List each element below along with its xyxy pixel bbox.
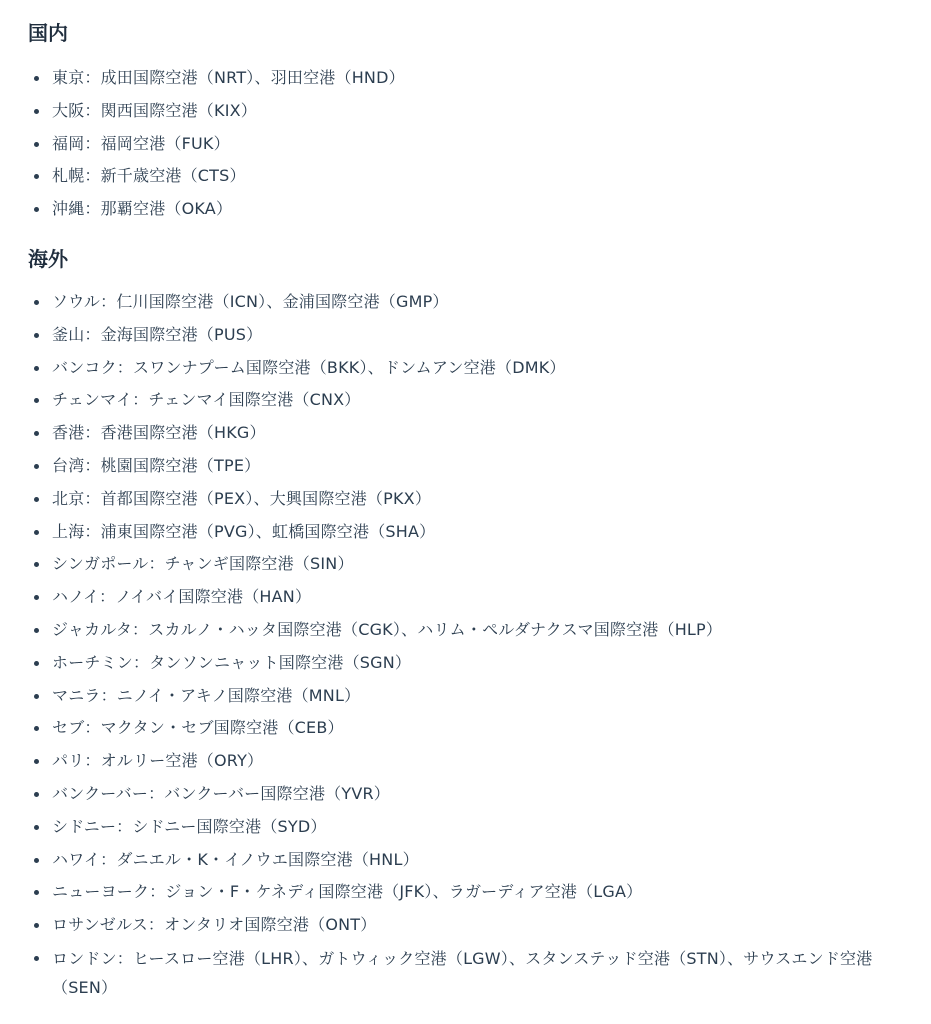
bullet-icon xyxy=(34,398,39,403)
list-item-text: 大阪：関西国際空港（KIX） xyxy=(52,100,257,120)
bullet-icon xyxy=(34,890,39,895)
list-item xyxy=(28,811,918,844)
bullet-icon xyxy=(34,595,39,600)
list-item-text: マニラ：ニノイ・アキノ国際空港（MNL） xyxy=(52,685,361,705)
bullet-icon xyxy=(34,174,39,179)
list-item-text: ソウル：仁川国際空港（ICN）、金浦国際空港（GMP） xyxy=(52,291,449,311)
list-item-text: パリ：オルリー空港（ORY） xyxy=(52,751,264,771)
bullet-icon xyxy=(34,109,39,114)
list-item xyxy=(28,128,918,161)
bullet-icon xyxy=(34,464,39,469)
list-item xyxy=(28,548,918,581)
list-item xyxy=(28,319,918,352)
bullet-icon xyxy=(34,431,39,436)
airport-list-document xyxy=(28,18,918,1002)
list-item xyxy=(28,942,918,1002)
list-item-text: ハノイ：ノイバイ国際空港（HAN） xyxy=(52,587,312,607)
list-item xyxy=(28,160,918,193)
list-item-text: ロサンゼルス：オンタリオ国際空港（ONT） xyxy=(52,915,377,935)
list-item-text: バンコク：スワンナプーム国際空港（BKK）、ドンムアン空港（DMK） xyxy=(52,357,566,377)
list-item xyxy=(28,95,918,128)
bullet-icon xyxy=(34,300,39,305)
bullet-icon xyxy=(34,562,39,567)
list-item xyxy=(28,384,918,417)
bullet-icon xyxy=(34,333,39,338)
bullet-icon xyxy=(34,759,39,764)
bullet-icon xyxy=(34,497,39,502)
list-item-text: 福岡：福岡空港（FUK） xyxy=(52,133,230,153)
bullet-icon xyxy=(34,858,39,863)
list-item-text: シンガポール：チャンギ国際空港（SIN） xyxy=(52,554,354,574)
bullet-icon xyxy=(34,825,39,830)
bullet-icon xyxy=(34,366,39,371)
bullet-icon xyxy=(34,694,39,699)
list-item xyxy=(28,680,918,713)
list-item xyxy=(28,745,918,778)
list-item xyxy=(28,483,918,516)
list-item-text: バンクーバー：バンクーバー国際空港（YVR） xyxy=(52,783,390,803)
list-item xyxy=(28,778,918,811)
bullet-icon xyxy=(34,923,39,928)
list-item-text: 北京：首都国際空港（PEX）、大興国際空港（PKX） xyxy=(52,488,432,508)
list-item xyxy=(28,450,918,483)
bullet-icon xyxy=(34,956,39,961)
list-item xyxy=(28,876,918,909)
list-item xyxy=(28,417,918,450)
list-item xyxy=(28,193,918,226)
bullet-icon xyxy=(34,628,39,633)
list-item-text: ハワイ：ダニエル・K・イノウエ国際空港（HNL） xyxy=(52,849,419,869)
list-item xyxy=(28,516,918,549)
list-item-text: 沖縄：那覇空港（OKA） xyxy=(52,199,233,219)
list-item-text: 上海：浦東国際空港（PVG）、虹橋国際空港（SHA） xyxy=(52,521,436,541)
list-item-text: 東京：成田国際空港（NRT）、羽田空港（HND） xyxy=(52,68,405,87)
domestic-heading: 国内 xyxy=(28,21,68,45)
list-item xyxy=(28,614,918,647)
list-item xyxy=(28,844,918,877)
list-item-text: 札幌：新千歳空港（CTS） xyxy=(52,166,246,186)
domestic-airport-list xyxy=(28,62,918,226)
list-item xyxy=(28,581,918,614)
overseas-heading: 海外 xyxy=(28,246,68,271)
list-item-text: 香港：香港国際空港（HKG） xyxy=(52,423,266,443)
list-item xyxy=(28,62,918,95)
list-item-text: ロンドン：ヒースロー空港（LHR）、ガトウィック空港（LGW）、スタンステッド空港（STN）、サウスエンド空港（SEN） xyxy=(52,948,873,997)
bullet-icon xyxy=(34,142,39,147)
bullet-icon xyxy=(34,661,39,666)
list-item-text: シドニー：シドニー国際空港（SYD） xyxy=(52,816,327,836)
bullet-icon xyxy=(34,76,39,81)
list-item xyxy=(28,286,918,319)
list-item xyxy=(28,647,918,680)
list-item xyxy=(28,352,918,385)
list-item-text: チェンマイ：チェンマイ国際空港（CNX） xyxy=(52,390,361,410)
list-item-text: ジャカルタ：スカルノ・ハッタ国際空港（CGK）、ハリム・ペルダナクスマ国際空港（HLP） xyxy=(52,619,723,639)
list-item xyxy=(28,909,918,942)
bullet-icon xyxy=(34,726,39,731)
list-item-text: 台湾：桃園国際空港（TPE） xyxy=(52,455,261,475)
list-item-text: ニューヨーク：ジョン・F・ケネディ国際空港（JFK）、ラガーディア空港（LGA） xyxy=(52,882,643,902)
list-item xyxy=(28,712,918,745)
list-item-text: 釜山：金海国際空港（PUS） xyxy=(52,324,263,344)
list-item-text: セブ：マクタン・セブ国際空港（CEB） xyxy=(52,718,344,738)
bullet-icon xyxy=(34,207,39,212)
bullet-icon xyxy=(34,530,39,535)
list-item-text: ホーチミン：タンソンニャット国際空港（SGN） xyxy=(52,652,412,672)
bullet-icon xyxy=(34,792,39,797)
overseas-airport-list xyxy=(28,286,918,1002)
